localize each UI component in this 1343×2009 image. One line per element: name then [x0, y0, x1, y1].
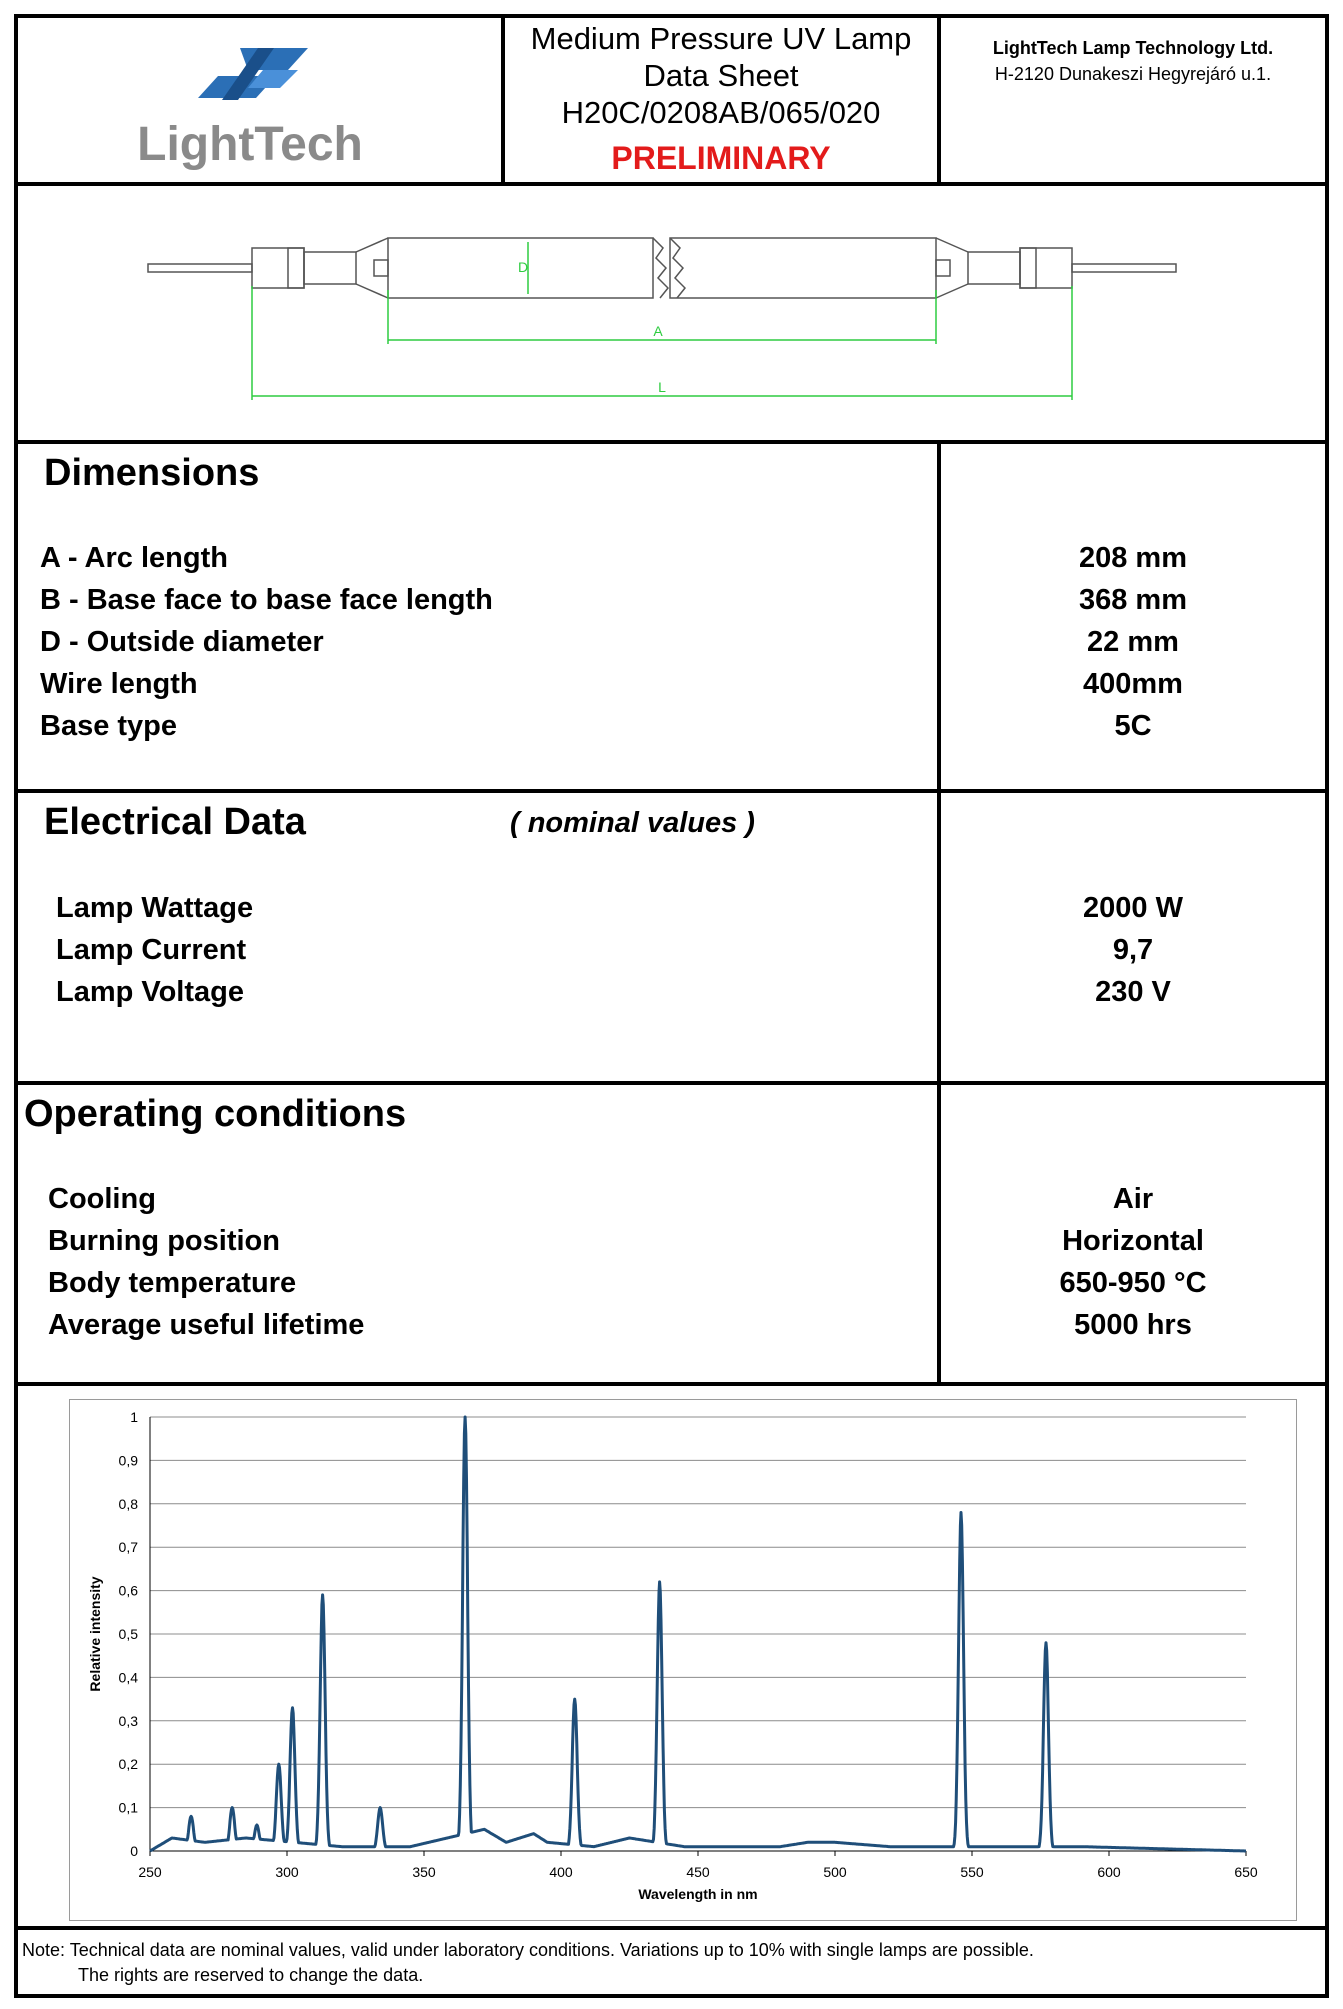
operating-value: 650-950 °C — [1059, 1267, 1207, 1299]
dimension-label: A - Arc length — [40, 542, 228, 574]
operating-labels — [48, 1178, 364, 1346]
y-tick-label: 0,5 — [118, 1626, 138, 1642]
y-tick-label: 0 — [130, 1843, 138, 1859]
y-tick-label: 0,6 — [118, 1582, 138, 1599]
electrical-label: Lamp Current — [56, 934, 247, 966]
lamp-drawing — [18, 186, 1325, 440]
dimension-value: 5C — [1114, 710, 1152, 742]
y-tick-label: 0,1 — [118, 1799, 138, 1816]
dimension-label-d: D — [518, 259, 529, 275]
dimension-label: Base type — [40, 710, 178, 742]
dimension-label: B - Base face to base face length — [40, 584, 493, 616]
dimension-value: 208 mm — [1078, 542, 1187, 574]
dimension-value: 22 mm — [1087, 626, 1179, 658]
operating-value: 5000 hrs — [1074, 1309, 1192, 1341]
dimensions-labels — [40, 537, 493, 747]
dimension-label-l: L — [658, 379, 666, 395]
operating-title: Operating conditions — [24, 1093, 407, 1135]
note-cell — [14, 1926, 1329, 1998]
x-tick-label: 350 — [412, 1864, 436, 1880]
electrical-value: 9,7 — [1112, 934, 1154, 966]
operating-value: Air — [1112, 1183, 1154, 1215]
operating-values — [941, 1178, 1325, 1346]
company-name: LightTech Lamp Technology Ltd. — [992, 38, 1274, 58]
company-cell — [937, 14, 1329, 186]
x-tick-label: 600 — [1097, 1864, 1121, 1880]
y-tick-label: 0,4 — [118, 1669, 138, 1686]
dimensions-section — [14, 440, 941, 793]
preliminary-label: PRELIMINARY — [611, 140, 831, 176]
dimensions-values-cell — [937, 440, 1329, 793]
title-line-2: Data Sheet — [643, 58, 799, 93]
x-tick-label: 250 — [138, 1864, 162, 1880]
logo-text: LightTech — [137, 118, 363, 171]
operating-label: Cooling — [48, 1183, 156, 1215]
title-line-3: H20C/0208AB/065/020 — [561, 95, 881, 130]
x-tick-label: 300 — [275, 1864, 299, 1880]
lamp-outline — [148, 238, 1176, 298]
electrical-values-cell — [937, 789, 1329, 1085]
electrical-label: Lamp Voltage — [56, 976, 244, 1008]
electrical-title: Electrical Data — [44, 801, 306, 843]
dimension-label-a: A — [653, 323, 663, 339]
logo-mark-icon — [198, 48, 308, 100]
x-tick-label: 500 — [823, 1864, 847, 1880]
electrical-labels — [56, 887, 253, 1013]
x-tick-label: 400 — [549, 1864, 573, 1880]
y-tick-label: 0,7 — [118, 1539, 138, 1556]
company-address: H-2120 Dunakeszi Hegyrejáró u.1. — [994, 64, 1272, 84]
y-tick-label: 0,9 — [118, 1452, 138, 1469]
logo-cell — [14, 14, 505, 186]
y-tick-label: 1 — [130, 1409, 138, 1425]
dimensions-title: Dimensions — [44, 452, 260, 494]
operating-section — [14, 1081, 941, 1386]
operating-label: Body temperature — [48, 1267, 297, 1299]
lighttech-logo — [18, 18, 501, 182]
x-tick-label: 450 — [686, 1864, 710, 1880]
y-tick-label: 0,3 — [118, 1712, 138, 1729]
operating-value: Horizontal — [1062, 1225, 1204, 1257]
electrical-section — [14, 789, 941, 1085]
operating-label: Burning position — [48, 1225, 280, 1257]
y-tick-label: 0,8 — [118, 1495, 138, 1512]
dimension-lines — [252, 242, 1072, 400]
title-cell — [501, 14, 941, 186]
operating-label: Average useful lifetime — [48, 1309, 365, 1341]
spectrum-chart-frame — [69, 1399, 1297, 1921]
note-line-2: The rights are reserved to change the data. — [78, 1965, 424, 1985]
electrical-value: 230 V — [1095, 976, 1171, 1008]
x-tick-label: 650 — [1234, 1864, 1258, 1880]
dimension-label: D - Outside diameter — [40, 626, 324, 658]
dimension-value: 368 mm — [1078, 584, 1187, 616]
y-axis-label: Relative intensity — [87, 1576, 103, 1692]
dimension-value: 400mm — [1083, 668, 1183, 700]
dimensions-values — [941, 537, 1325, 747]
x-axis-label: Wavelength in nm — [638, 1886, 758, 1902]
electrical-value: 2000 W — [1083, 892, 1183, 924]
electrical-label: Lamp Wattage — [56, 892, 254, 924]
lamp-drawing-cell — [14, 182, 1329, 444]
note-line-1: Note: Technical data are nominal values, valid under laboratory conditions. Variations up to 10% with single lamps are possible. — [22, 1940, 1034, 1960]
spectrum-chart-cell — [14, 1382, 1329, 1930]
spectrum-chart — [70, 1400, 1294, 1918]
electrical-subtitle: ( nominal values ) — [510, 807, 755, 839]
electrical-values — [941, 887, 1325, 1013]
y-tick-label: 0,2 — [118, 1756, 138, 1773]
dimension-label: Wire length — [40, 668, 198, 700]
operating-values-cell — [937, 1081, 1329, 1386]
title-line-1: Medium Pressure UV Lamp — [530, 21, 912, 56]
x-tick-label: 550 — [960, 1864, 984, 1880]
